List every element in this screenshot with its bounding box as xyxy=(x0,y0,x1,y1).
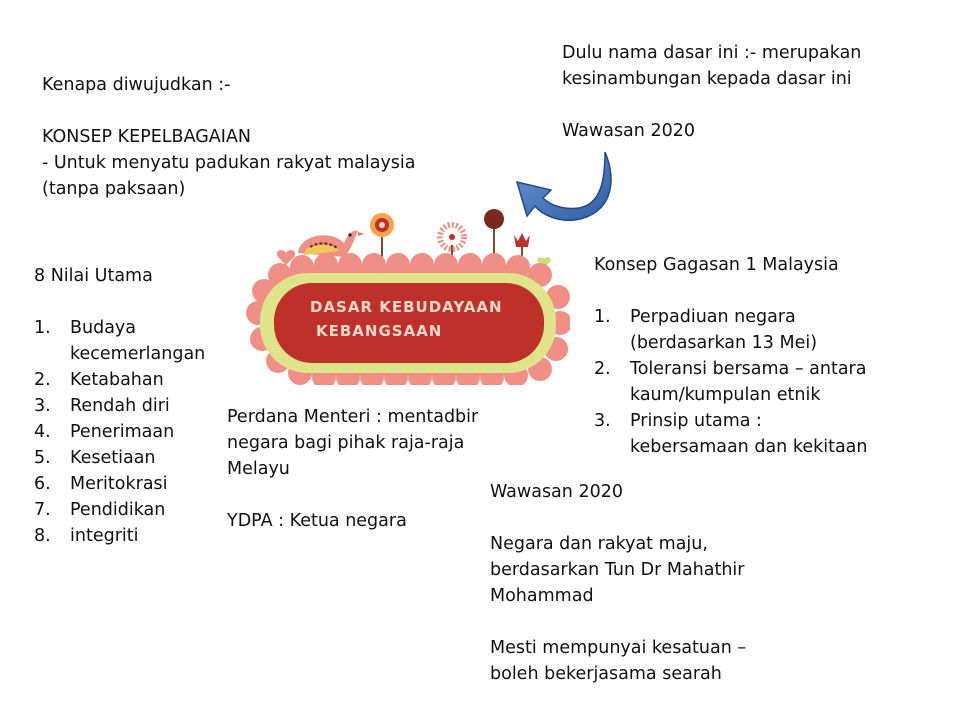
item-number: 3. xyxy=(34,396,51,416)
item-number: 4. xyxy=(34,422,51,442)
spacer xyxy=(594,278,868,304)
list-item-cont: kecemerlangan xyxy=(70,344,206,364)
item-number: 5. xyxy=(34,448,51,468)
central-banner xyxy=(240,205,570,385)
list-item xyxy=(34,497,205,523)
list-item xyxy=(594,408,868,434)
banner-title-1: DASAR KEBUDAYAAN xyxy=(310,298,503,316)
list-item-cont: kaum/kumpulan etnik xyxy=(630,385,821,405)
governance-line-4: YDPA : Ketua negara xyxy=(227,511,407,531)
governance-block xyxy=(227,404,478,534)
vision-line-6: boleh bekerjasama searah xyxy=(490,664,722,684)
core-values-list xyxy=(34,263,205,549)
list-item xyxy=(594,304,868,330)
item-text: Rendah diri xyxy=(70,396,170,416)
core-values-heading: 8 Nilai Utama xyxy=(34,266,153,286)
spacer xyxy=(490,609,746,635)
item-text: Ketabahan xyxy=(70,370,164,390)
banner-title-2: KEBANGSAAN xyxy=(316,322,443,340)
previous-policy-block xyxy=(562,40,861,144)
list-item-cont: (berdasarkan 13 Mei) xyxy=(630,333,818,353)
item-text: Prinsip utama : xyxy=(630,411,762,431)
previous-line-2: kesinambungan kepada dasar ini xyxy=(562,69,852,89)
spacer xyxy=(562,92,861,118)
item-text: Budaya xyxy=(70,318,137,338)
item-text: Penerimaan xyxy=(70,422,175,442)
item-text: integriti xyxy=(70,526,139,546)
vision-2020-block xyxy=(490,479,746,687)
list-item xyxy=(594,356,868,382)
why-heading: Kenapa diwujudkan :- xyxy=(42,75,231,95)
item-number: 8. xyxy=(34,526,51,546)
previous-line-1: Dulu nama dasar ini :- merupakan xyxy=(562,43,862,63)
item-text: Perpadiuan negara xyxy=(630,307,796,327)
list-item xyxy=(34,315,205,341)
previous-line-3: Wawasan 2020 xyxy=(562,121,695,141)
item-number: 1. xyxy=(34,318,51,338)
governance-line-2: negara bagi pihak raja-raja xyxy=(227,433,465,453)
item-number: 3. xyxy=(594,411,611,431)
list-item xyxy=(34,367,205,393)
vision-line-3: berdasarkan Tun Dr Mahathir xyxy=(490,560,745,580)
spacer xyxy=(227,482,478,508)
item-text: Meritokrasi xyxy=(70,474,168,494)
spacer xyxy=(42,98,416,124)
item-number: 2. xyxy=(34,370,51,390)
why-created-block xyxy=(42,72,416,202)
concept-desc-1: - Untuk menyatu padukan rakyat malaysia xyxy=(42,153,416,173)
governance-line-1: Perdana Menteri : mentadbir xyxy=(227,407,479,427)
spacer xyxy=(34,289,205,315)
list-item xyxy=(34,471,205,497)
one-malaysia-heading: Konsep Gagasan 1 Malaysia xyxy=(594,255,839,275)
item-number: 2. xyxy=(594,359,611,379)
list-item xyxy=(34,445,205,471)
list-item-cont: kebersamaan dan kekitaan xyxy=(630,437,868,457)
list-item xyxy=(34,523,205,549)
vision-line-2: Negara dan rakyat maju, xyxy=(490,534,708,554)
item-text: Kesetiaan xyxy=(70,448,156,468)
spacer xyxy=(490,505,746,531)
concept-desc-2: (tanpa paksaan) xyxy=(42,179,186,199)
item-text: Toleransi bersama – antara xyxy=(630,359,867,379)
list-item xyxy=(34,419,205,445)
concept-title: KONSEP KEPELBAGAIAN xyxy=(42,127,251,147)
vision-line-4: Mohammad xyxy=(490,586,594,606)
item-number: 1. xyxy=(594,307,611,327)
list-item xyxy=(34,393,205,419)
governance-line-3: Melayu xyxy=(227,459,290,479)
one-malaysia-list xyxy=(594,252,868,460)
item-text: Pendidikan xyxy=(70,500,166,520)
item-number: 7. xyxy=(34,500,51,520)
vision-line-5: Mesti mempunyai kesatuan – xyxy=(490,638,747,658)
vision-line-1: Wawasan 2020 xyxy=(490,482,623,502)
item-number: 6. xyxy=(34,474,51,494)
